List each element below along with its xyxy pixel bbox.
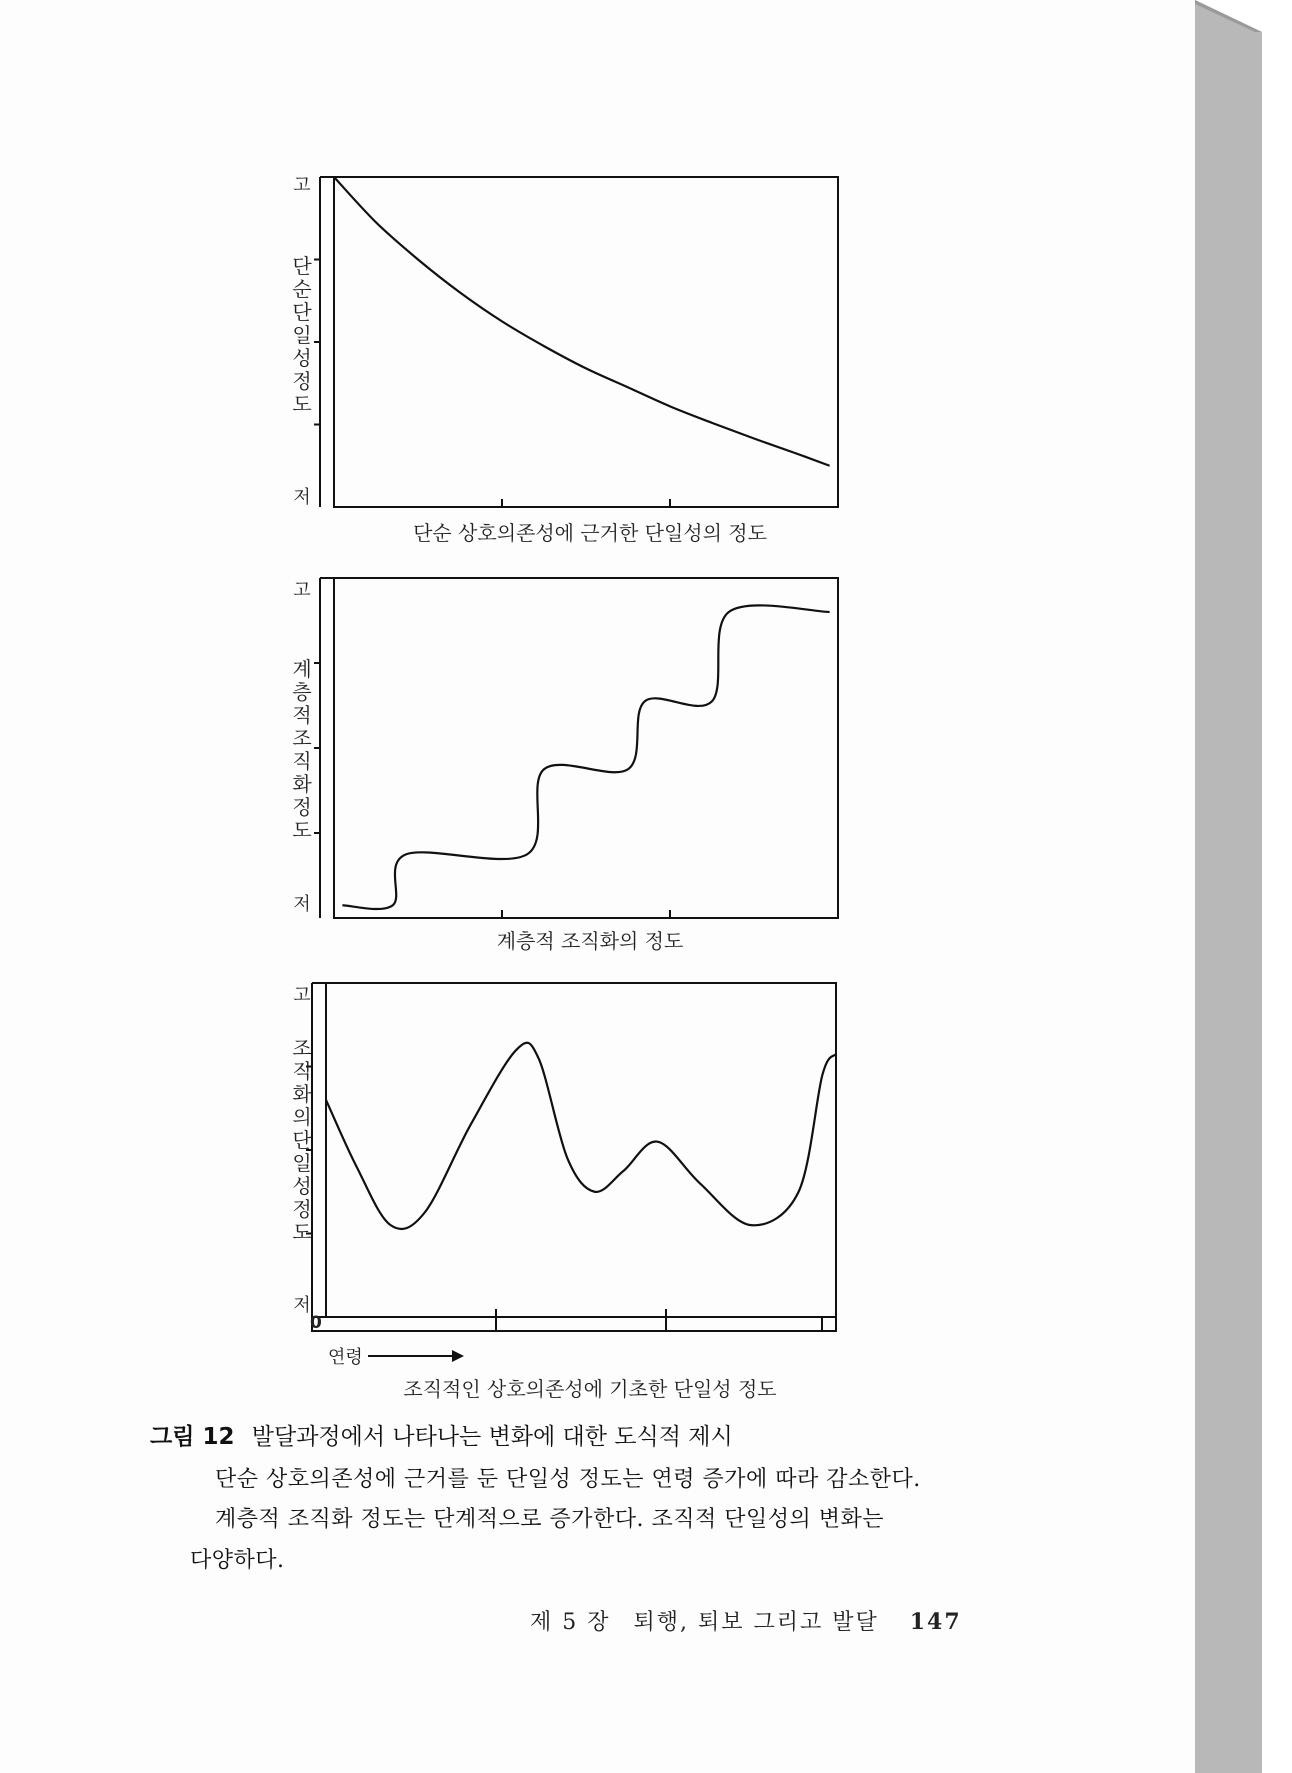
chart-organizational-unity	[260, 975, 860, 1415]
origin-label: 0	[310, 1313, 322, 1333]
y-axis-label: 계층적 조직화정도	[292, 657, 312, 842]
body-line-2: 계층적 조직화 정도는 단계적으로 증가한다. 조직적 단일성의 변화는	[215, 1507, 885, 1532]
age-arrow	[368, 1346, 468, 1366]
chart-simple-unity	[260, 165, 860, 545]
y-axis-label: 단순단일성 정도	[292, 254, 312, 416]
plot-frame	[334, 177, 838, 507]
y-low-label: 저	[293, 487, 311, 508]
age-label: 연령	[328, 1347, 363, 1368]
body-line-1: 단순 상호의존성에 근거를 둔 단일성 정도는 연령 증가에 따라 감소한다.	[215, 1467, 921, 1492]
chart-organizational-unity-svg	[260, 975, 860, 1335]
y-axis-label: 조직화의 단일성정도	[292, 1036, 312, 1244]
y-high-label: 고	[293, 175, 311, 196]
page-number: 147	[909, 1609, 962, 1635]
plot-frame	[334, 578, 838, 918]
series-line	[326, 1043, 836, 1229]
chart-hierarchical-organization-svg	[260, 570, 860, 922]
y-high-label: 고	[293, 580, 311, 601]
chart-simple-unity-svg	[260, 165, 860, 505]
figure-caption	[150, 1418, 990, 1451]
figure-number: 그림 12	[150, 1424, 235, 1450]
y-high-label: 고	[293, 985, 311, 1006]
y-low-label: 저	[293, 894, 311, 915]
x-caption: 계층적 조직화의 정도	[496, 929, 684, 953]
spine-face	[1195, 0, 1262, 1773]
figure-title: 발달과정에서 나타나는 변화에 대한 도식적 제시	[251, 1424, 733, 1450]
chapter-title: 퇴행, 퇴보 그리고 발달	[633, 1610, 879, 1635]
chapter-label: 제 5 장	[530, 1610, 611, 1635]
y-low-label: 저	[293, 1295, 311, 1316]
chart-hierarchical-organization	[260, 570, 860, 953]
body-line-3: 다양하다.	[190, 1548, 285, 1573]
x-caption: 단순 상호의존성에 근거한 단일성의 정도	[413, 521, 767, 545]
x-caption: 조직적인 상호의존성에 기초한 단일성 정도	[403, 1377, 777, 1401]
series-line	[342, 605, 829, 909]
x-axis-band	[312, 1317, 836, 1331]
series-line	[334, 177, 830, 466]
plot-frame	[326, 983, 836, 1317]
page-footer	[530, 1605, 962, 1636]
